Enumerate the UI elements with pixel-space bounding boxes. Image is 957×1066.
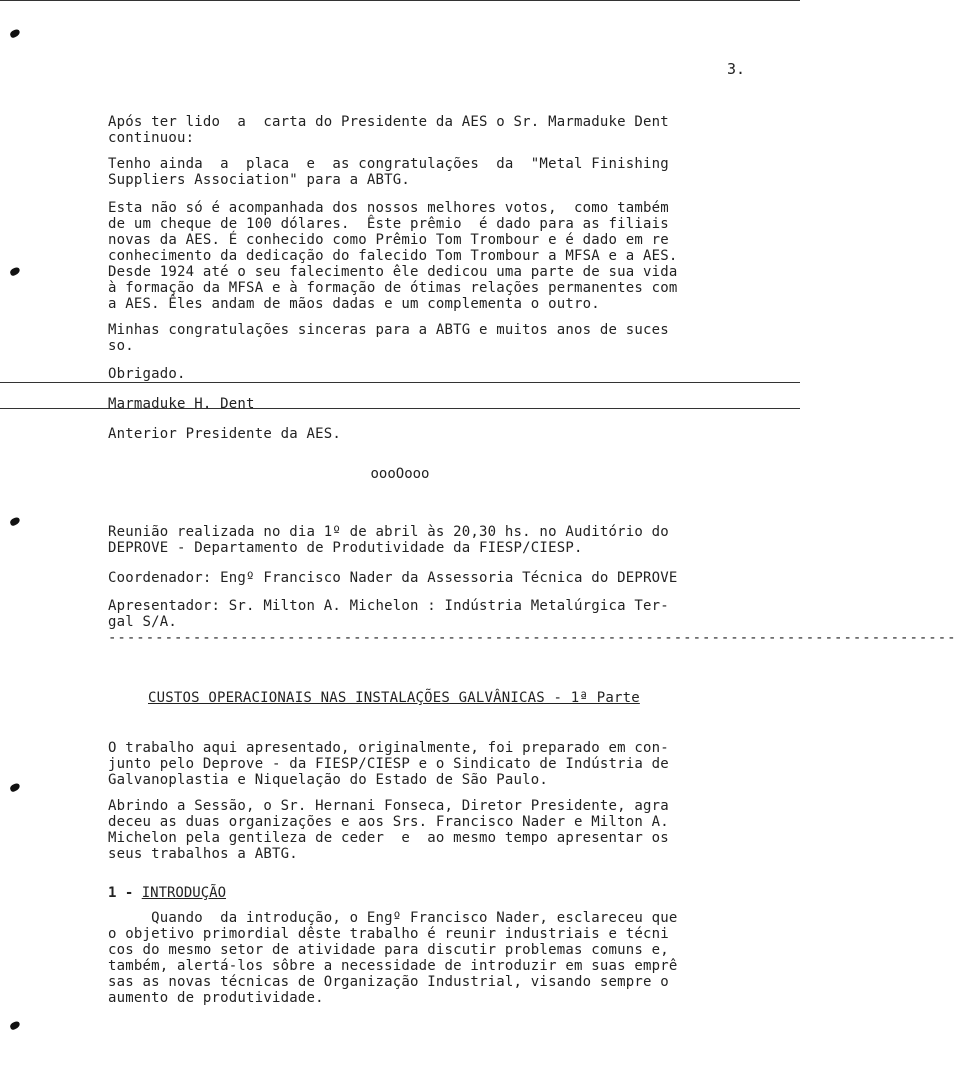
text-line: novas da AES. É conhecido como Prêmio Tom Trombour e é dado em re (108, 232, 669, 248)
signature-name: Marmaduke H. Dent (108, 396, 255, 412)
page-number: 3. (727, 60, 746, 78)
dashed-divider: ------------------------------------------------------------------------------------------ (108, 630, 957, 646)
text-line: conhecimento da dedicação do falecido Tom Trombour a MFSA e a AES. (108, 248, 678, 264)
text-line: a AES. Êles andam de mãos dadas e um complementa o outro. (108, 296, 600, 312)
text-line: continuou: (108, 130, 195, 146)
text-line: também, alertá-los sôbre a necessidade de introduzir em suas emprê (108, 958, 678, 974)
subsection-heading (108, 885, 226, 901)
text-line: Galvanoplastia e Niquelação do Estado de São Paulo. (108, 772, 549, 788)
text-line: seus trabalhos a ABTG. (108, 846, 298, 862)
subsection-number: 1 - (108, 885, 142, 901)
text-line: Suppliers Association" para a ABTG. (108, 172, 411, 188)
punch-hole-mark (9, 517, 21, 527)
text-line: Após ter lido a carta do Presidente da AES o Sr. Marmaduke Dent (108, 114, 669, 130)
text-line: Abrindo a Sessão, o Sr. Hernani Fonseca, Diretor Presidente, agra (108, 798, 669, 814)
signature-title: Anterior Presidente da AES. (108, 426, 341, 442)
section-title: CUSTOS OPERACIONAIS NAS INSTALAÇÕES GALVÂNICAS - 1ª Parte (148, 690, 640, 706)
subsection-title: INTRODUÇÃO (141, 885, 227, 901)
punch-hole-mark (9, 29, 21, 39)
punch-hole-mark (9, 1021, 21, 1031)
text-line: gal S/A. (108, 614, 178, 630)
text-line: o objetivo primordial dêste trabalho é reunir industriais e técni (108, 926, 669, 942)
text-line: Obrigado. (108, 366, 186, 382)
text-line: Michelon pela gentileza de ceder e ao mesmo tempo apresentar os (108, 830, 669, 846)
text-line: Desde 1924 até o seu falecimento êle dedicou uma parte de sua vida (108, 264, 678, 280)
text-line: Quando da introdução, o Engº Francisco Nader, esclareceu que (108, 910, 678, 926)
text-line: aumento de produtividade. (108, 990, 324, 1006)
text-line: Minhas congratulações sinceras para a ABTG e muitos anos de suces (108, 322, 669, 338)
text-line: junto pelo Deprove - da FIESP/CIESP e o Sindicato de Indústria de (108, 756, 669, 772)
text-line: O trabalho aqui apresentado, originalmente, foi preparado em con- (108, 740, 669, 756)
top-edge-line (0, 0, 800, 1)
text-line: Esta não só é acompanhada dos nossos melhores votos, como também (108, 200, 669, 216)
text-line: cos do mesmo setor de atividade para discutir problemas comuns e, (108, 942, 669, 958)
punch-hole-mark (9, 267, 21, 277)
separator-ornament: oooOooo (370, 466, 430, 482)
text-line: Reunião realizada no dia 1º de abril às 20,30 hs. no Auditório do (108, 524, 669, 540)
text-line: DEPROVE - Departamento de Produtividade da FIESP/CIESP. (108, 540, 583, 556)
punch-hole-mark (9, 783, 21, 793)
text-line: à formação da MFSA e à formação de ótimas relações permanentes com (108, 280, 678, 296)
text-line: so. (108, 338, 134, 354)
text-line: Tenho ainda a placa e as congratulações da "Metal Finishing (108, 156, 669, 172)
text-line: sas as novas técnicas de Organização Industrial, visando sempre o (108, 974, 669, 990)
text-line: Coordenador: Engº Francisco Nader da Assessoria Técnica do DEPROVE (108, 570, 678, 586)
text-line: de um cheque de 100 dólares. Êste prêmio é dado para as filiais (108, 216, 669, 232)
text-line: Apresentador: Sr. Milton A. Michelon : Indústria Metalúrgica Ter- (108, 598, 669, 614)
text-line: deceu as duas organizações e aos Srs. Francisco Nader e Milton A. (108, 814, 669, 830)
